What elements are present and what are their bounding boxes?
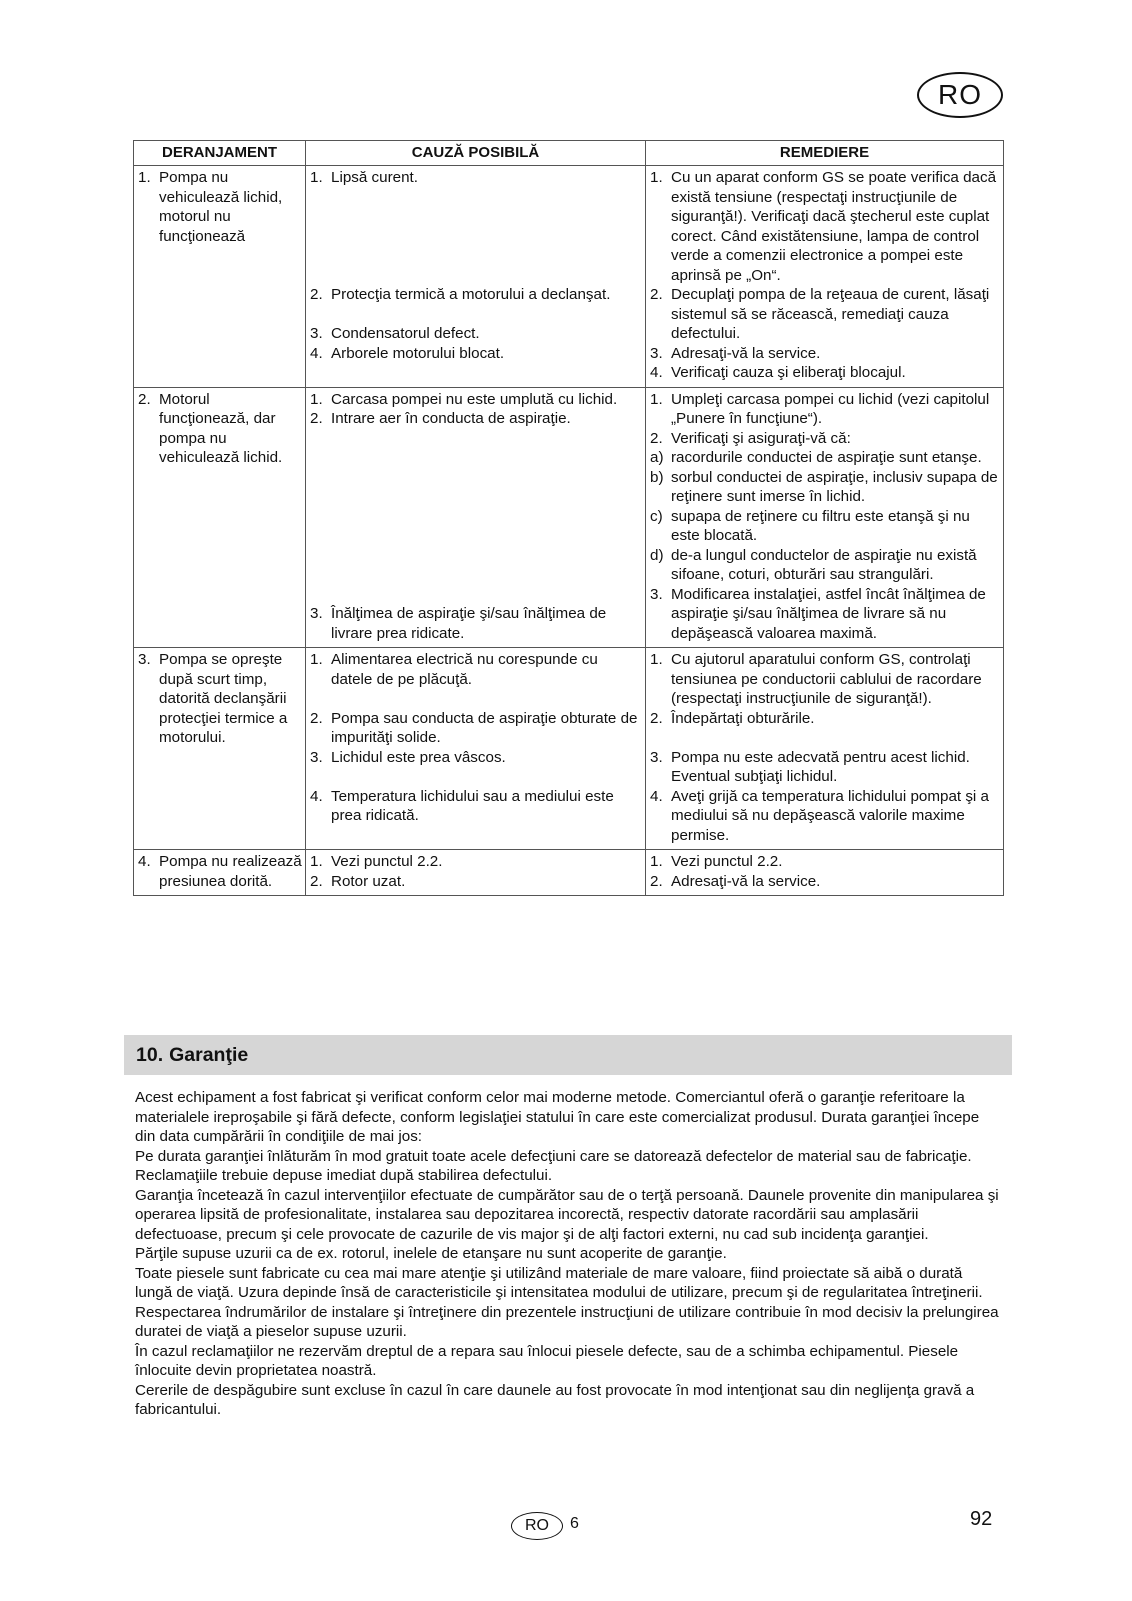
paragraph: Cererile de despăgubire sunt excluse în cazul în care daunele au fost provocate în mod intenţionat sau din neglijenţa gravă a fabricantului. xyxy=(135,1381,975,1418)
remedy-text: Verificaţi şi asiguraţi-vă că: xyxy=(671,429,851,447)
paragraph: Acest echipament a fost fabricat şi verificat conform celor mai moderne metode. Comerciantul oferă o garanţie referitoare la materialele ireproşabile şi fără defecte, conform legislaţiei statului în care este comercializat produsul. Durata garanţiei începe din data cumpărării în condiţiile de mai jos: xyxy=(135,1089,980,1145)
fault-cell xyxy=(134,166,306,388)
cause-number: 2. xyxy=(310,286,323,303)
remedy-text: Adresaţi-vă la service. xyxy=(671,344,821,362)
warranty-text xyxy=(135,1088,1003,1420)
table-row xyxy=(134,648,1004,850)
cause-number: 1. xyxy=(310,169,323,186)
cause-number: 1. xyxy=(310,390,323,408)
remedy-text: Îndepărtaţi obturările. xyxy=(671,709,815,727)
cause-number: 4. xyxy=(310,787,323,805)
remedy-text: racordurile conductei de aspiraţie sunt etanşe. xyxy=(671,449,982,466)
remedy-text: Cu un aparat conform GS se poate verifica dacă există tensiune (respectaţi instrucţiunile de siguranţă!). Verificaţi dacă ştecherul este cuplat corect. Când existătensiune, lampa de control verde a comenzii electronice a pompei este aprinsă pe „On“. xyxy=(671,169,997,284)
cause-text: Pompa sau conducta de aspiraţie obturate de impurităţi solide. xyxy=(331,709,638,746)
remedy-number: 2. xyxy=(650,429,663,447)
remedy-number: 3. xyxy=(650,748,663,766)
remedy-text: Aveţi grijă ca temperatura lichidului pompat şi a mediului să nu depăşească valorile maxime permise. xyxy=(671,787,989,844)
table-row xyxy=(134,850,1004,896)
fault-cell xyxy=(134,850,306,896)
fault-text: Pompa nu realizează presiunea dorită. xyxy=(159,853,302,890)
cause-text: Carcasa pompei nu este umplută cu lichid. xyxy=(331,390,618,408)
column-header-fault: DERANJAMENT xyxy=(134,141,306,166)
cause-number: 2. xyxy=(310,410,323,427)
footer-language-badge: RO xyxy=(511,1512,563,1540)
table-row xyxy=(134,166,1004,388)
remedy-text: Cu ajutorul aparatului conform GS, controlaţi tensiunea pe conductorii cablului de racordare (respectaţi instrucţiunile de siguranţă!). xyxy=(671,651,982,707)
remedy-number: 1. xyxy=(650,390,663,408)
remedy-letter: b) xyxy=(650,468,664,486)
cause-text: Rotor uzat. xyxy=(331,872,406,890)
cause-text: Lichidul este prea vâscos. xyxy=(331,748,506,766)
cause-number: 2. xyxy=(310,872,323,890)
page-number: 92 xyxy=(970,1508,993,1530)
remedy-text: Decuplaţi pompa de la reţeaua de curent, lăsaţi sistemul să se răcească, remediaţi cauza defectului. xyxy=(671,286,990,342)
fault-cell xyxy=(134,648,306,850)
cause-text: Intrare aer în conducta de aspiraţie. xyxy=(331,410,571,427)
fault-number: 2. xyxy=(138,390,151,408)
section-heading xyxy=(124,1035,1012,1075)
paragraph: În cazul reclamaţiilor ne rezervăm dreptul de a repara sau înlocui piesele defecte, sau de a schimba echipamentul. Piesele înlocuite devin proprietatea noastră. xyxy=(135,1342,959,1379)
paragraph: Garanţia încetează în cazul intervenţiilor efectuate de cumpărător sau de o terţă persoană. Daunele provenite din manipularea şi operarea lipsită de profesionalitate, instalarea sau depozitarea incorectă, respectiv datorate racordării sau amplasării defectuoase, precum şi cele provocate de cazurile de vis major şi de alţi factori externi, nu cad sub incidenţa garanţiei. xyxy=(135,1186,999,1243)
remedy-text: Vezi punctul 2.2. xyxy=(671,853,783,870)
remedy-number: 1. xyxy=(650,853,663,870)
cause-text: Protecţia termică a motorului a declanşat. xyxy=(331,286,611,303)
remedy-text: Adresaţi-vă la service. xyxy=(671,872,821,890)
remedy-cell xyxy=(646,387,1004,648)
remedy-text: de-a lungul conductelor de aspiraţie nu există sifoane, coturi, obturări sau strangulări. xyxy=(671,546,977,583)
table-header-row xyxy=(134,141,1004,166)
paragraph: Toate piesele sunt fabricate cu cea mai mare atenţie şi utilizând materiale de mare valoare, fiind proiectate să aibă o durată lungă de viaţă. Uzura depinde însă de caracteristicile şi intensitatea modului de utilizare, precum şi de regularitatea întreţinerii. Respectarea îndrumărilor de instalare şi întreţinere din prezentele instrucţiuni de utilizare contribuie în mod decisiv la prelungirea duratei de viaţă a pieselor supuse uzurii. xyxy=(135,1264,999,1340)
remedy-letter: c) xyxy=(650,507,663,525)
fault-cell xyxy=(134,387,306,648)
cause-number: 3. xyxy=(310,748,323,766)
remedy-number: 2. xyxy=(650,872,663,890)
cause-text: Alimentarea electrică nu corespunde cu datele de pe plăcuţă. xyxy=(331,651,598,688)
cause-number: 3. xyxy=(310,605,323,622)
remedy-number: 3. xyxy=(650,344,663,362)
remedy-text: Modificarea instalaţiei, astfel încât înălţimea de aspiraţie şi/sau înălţimea de livrare să nu depăşească valoarea maximă. xyxy=(671,585,986,642)
remedy-text: Verificaţi cauza şi eliberaţi blocajul. xyxy=(671,364,906,381)
fault-text: Pompa se opreşte după scurt timp, datorită declanşării protecţiei termice a motorului. xyxy=(159,651,288,746)
remedy-number: 4. xyxy=(650,364,663,381)
cause-number: 4. xyxy=(310,344,323,362)
paragraph: Părţile supuse uzurii ca de ex. rotorul, inelele de etanşare nu sunt acoperite de garanţie. xyxy=(135,1245,727,1262)
cause-text: Vezi punctul 2.2. xyxy=(331,853,443,870)
remedy-text: sorbul conductei de aspiraţie, inclusiv supapa de reţinere sunt imerse în lichid. xyxy=(671,468,998,505)
column-header-cause: CAUZĂ POSIBILĂ xyxy=(306,141,646,166)
cause-cell xyxy=(306,648,646,850)
cause-cell xyxy=(306,387,646,648)
remedy-text: Pompa nu este adecvată pentru acest lichid. Eventual subţiaţi lichidul. xyxy=(671,748,970,785)
remedy-number: 2. xyxy=(650,709,663,727)
section-page-number: 6 xyxy=(570,1515,579,1532)
remedy-letter: d) xyxy=(650,546,664,564)
fault-number: 4. xyxy=(138,853,151,870)
section-title: Garanţie xyxy=(169,1043,249,1066)
troubleshooting-table xyxy=(133,140,1004,896)
section-number: 10. xyxy=(136,1043,164,1066)
fault-number: 1. xyxy=(138,169,151,186)
cause-number: 3. xyxy=(310,325,323,342)
remedy-number: 1. xyxy=(650,169,663,186)
cause-cell xyxy=(306,850,646,896)
column-header-remedy: REMEDIERE xyxy=(646,141,1004,166)
remedy-number: 4. xyxy=(650,787,663,805)
fault-text: Motorul funcţionează, dar pompa nu vehiculează lichid. xyxy=(159,390,283,466)
cause-text: Arborele motorului blocat. xyxy=(331,344,505,362)
cause-number: 1. xyxy=(310,651,323,668)
remedy-cell xyxy=(646,648,1004,850)
fault-text: Pompa nu vehiculează lichid, motorul nu funcţionează xyxy=(159,169,283,245)
remedy-number: 1. xyxy=(650,651,663,668)
paragraph: Pe durata garanţiei înlăturăm în mod gratuit toate acele defecţiuni care se datorează defectelor de material sau de fabricaţie. Reclamaţiile trebuie depuse imediat după stabilirea defectului. xyxy=(135,1147,972,1184)
remedy-letter: a) xyxy=(650,449,664,466)
cause-text: Lipsă curent. xyxy=(331,169,418,186)
cause-number: 2. xyxy=(310,709,323,727)
remedy-number: 3. xyxy=(650,585,663,603)
cause-cell xyxy=(306,166,646,388)
remedy-text: Umpleţi carcasa pompei cu lichid (vezi capitolul „Punere în funcţiune“). xyxy=(671,390,990,427)
cause-number: 1. xyxy=(310,853,323,870)
cause-text: Temperatura lichidului sau a mediului este prea ridicată. xyxy=(331,787,614,824)
cause-text: Înălţimea de aspiraţie şi/sau înălţimea de livrare prea ridicate. xyxy=(331,605,607,642)
remedy-number: 2. xyxy=(650,286,663,303)
remedy-text: supapa de reţinere cu filtru este etanşă şi nu este blocată. xyxy=(671,507,970,544)
language-badge: RO xyxy=(917,72,1003,118)
remedy-cell xyxy=(646,850,1004,896)
remedy-cell xyxy=(646,166,1004,388)
cause-text: Condensatorul defect. xyxy=(331,325,480,342)
fault-number: 3. xyxy=(138,651,151,668)
table-row xyxy=(134,387,1004,648)
